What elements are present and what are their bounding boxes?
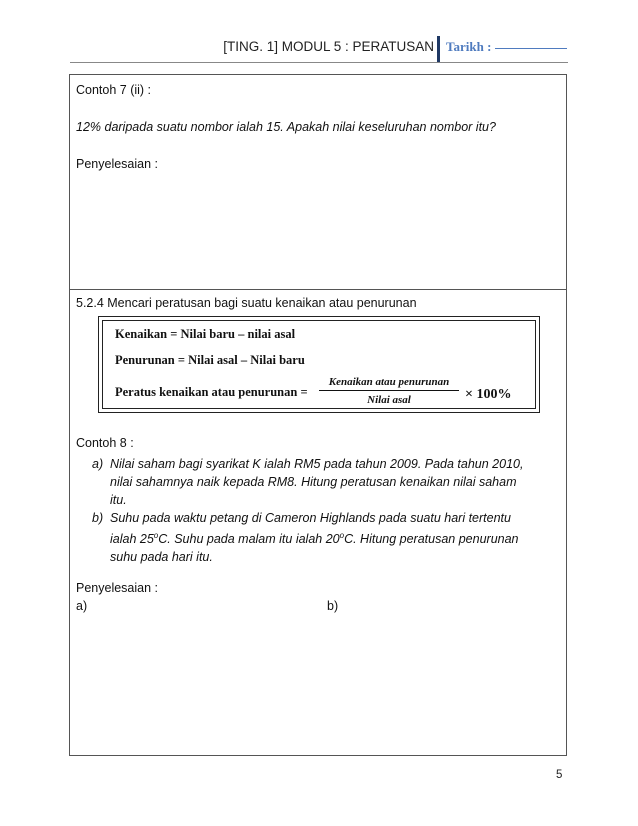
item-b-line: suhu pada hari itu. [110, 550, 213, 565]
list-item-a [92, 455, 524, 509]
date-label: Tarikh : [446, 39, 492, 54]
formula-inner-border [102, 320, 536, 409]
formula-kenaikan: Kenaikan = Nilai baru – nilai asal [115, 327, 296, 341]
item-a-line: itu. [110, 493, 127, 507]
item-b-text: ialah 25 [110, 532, 154, 547]
item-b-line: Suhu pada waktu petang di Cameron Highlands pada suatu hari tertentu [110, 511, 511, 525]
content-box [69, 74, 567, 756]
formula-multiplier: × 100% [465, 387, 512, 402]
section-heading: 5.2.4 Mencari peratusan bagi suatu kenaikan atau penurunan [76, 296, 417, 310]
degree-mark: o [339, 531, 345, 540]
item-b-text: C. Suhu pada malam itu ialah 20 [158, 532, 340, 547]
part-b-label: b) [327, 599, 339, 613]
list-item-b [92, 509, 519, 566]
page-number: 5 [556, 769, 563, 781]
item-b-text: C. Hitung peratusan penurunan [344, 532, 519, 547]
section-divider [70, 289, 566, 290]
formula-peratus-label: Peratus kenaikan atau penurunan = [115, 385, 308, 399]
item-b-line [110, 527, 519, 548]
item-b-marker: b) [92, 511, 104, 525]
header-divider [437, 36, 440, 62]
page-header [0, 36, 638, 62]
part-a-label: a) [76, 599, 88, 613]
fraction-denominator: Nilai asal [367, 394, 411, 406]
date-blank-line [495, 48, 567, 49]
date-field [446, 39, 567, 55]
fraction-numerator: Kenaikan atau penurunan [319, 376, 459, 391]
formula-penurunan: Penurunan = Nilai asal – Nilai baru [115, 353, 305, 367]
contoh8-solution-label: Penyelesaian : [76, 581, 159, 595]
contoh7-question: 12% daripada suatu nombor ialah 15. Apakah nilai keseluruhan nombor itu? [76, 120, 496, 134]
item-a-line: Nilai saham bagi syarikat K ialah RM5 pada tahun 2009. Pada tahun 2010, [110, 457, 524, 471]
formula-fraction [319, 376, 459, 406]
contoh7-heading: Contoh 7 (ii) : [76, 83, 152, 97]
contoh7-solution-label: Penyelesaian : [76, 157, 159, 171]
contoh8-heading: Contoh 8 : [76, 436, 134, 450]
item-a-line: nilai sahamnya naik kepada RM8. Hitung peratusan kenaikan nilai saham [110, 475, 517, 489]
item-a-marker: a) [92, 457, 104, 471]
header-title: [TING. 1] MODUL 5 : PERATUSAN [223, 39, 434, 54]
degree-mark: o [153, 531, 159, 540]
formula-box [98, 316, 540, 413]
header-rule [70, 62, 568, 63]
